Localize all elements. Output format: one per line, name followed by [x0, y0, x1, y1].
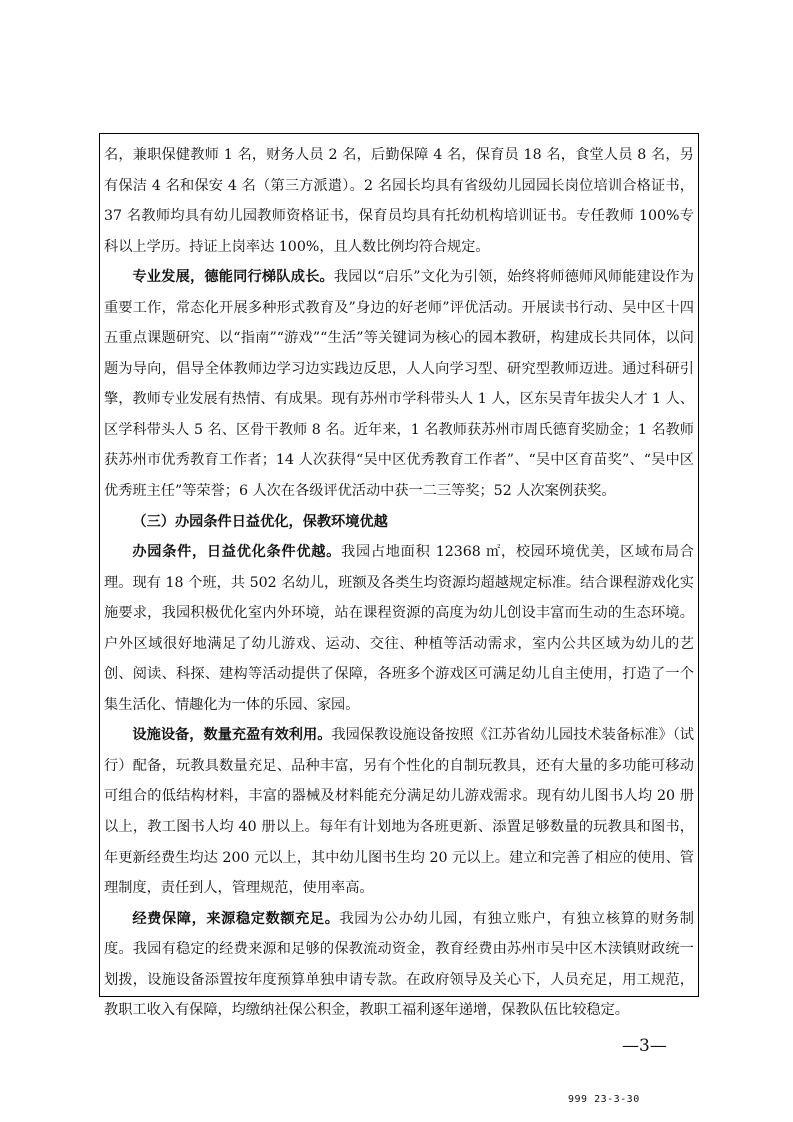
- paragraph-staffing: [104, 140, 694, 262]
- paragraph-text: 名，兼职保健教师 1 名，财务人员 2 名，后勤保障 4 名，保育员 18 名，食堂人员 8 名，另有保洁 4 名和保安 4 名（第三方派遣）。2 名园长均具有省级幼儿园园长岗位培训合格证书，37 名教师均具有幼儿园教师资格证书，保育员均具有托幼机构培训证书。专任教师 100%专科以上学历。持证上岗率达 100%，且人数比例均符合规定。: [104, 147, 694, 255]
- paragraph-equipment: [104, 720, 694, 903]
- section-heading: [104, 507, 694, 538]
- paragraph-professional-development: [104, 262, 694, 506]
- print-stamp: 999 23-3-30: [568, 1094, 640, 1105]
- paragraph-text: 我园保教设施设备按照《江苏省幼儿园技术装备标准》（试行）配备，玩教具数量充足、品种丰富，另有个性化的自制玩教具，还有大量的多功能可移动可组合的低结构材料，丰富的器械及材料能充分满足幼儿游戏需求。现有幼儿图书人均 20 册以上，教工图书人均 40 册以上。每年有计划地为各班更新、添置足够数量的玩教具和图书，年更新经费生均达 200 元以上，其中幼儿图书生均 20 元以上。建立和完善了相应的使用、管理制度，责任到人，管理规范，使用率高。: [104, 727, 694, 897]
- paragraph-text: 我园为公办幼儿园，有独立账户，有独立核算的财务制度。我园有稳定的经费来源和足够的保教流动资金，教育经费由苏州市吴中区木渎镇财政统一划拨，设施设备添置按年度预算单独申请专款。在政府领导及关心下，人员充足，用工规范，教职工收入有保障，均缴纳社保公积金，教职工福利逐年递增，保教队伍比较稳定。: [104, 910, 694, 1019]
- paragraph-text: 我园以“启乐”文化为引领，始终将师德师风师能建设作为重要工作，常态化开展多种形式教育及”身边的好老师”评优活动。开展读书行动、吴中区十四五重点课题研究、以“指南”“游戏”“生活”等关键词为核心的园本教研，构建成长共同体，以问题为导向，倡导全体教师边学习边实践边反思，人人向学习型、研究型教师迈进。通过科研引擎，教师专业发展有热情、有成果。现有苏州市学科带头人 1 人，区东吴青年拔尖人才 1 人、区学科带头人 5 名、区骨干教师 8 名。近年来，1 名教师获苏州市周氏德育奖励金；1 名教师获苏州市优秀教育工作者；14 人次获得“吴中区优秀教育工作者”、“吴中区育苗奖”、“吴中区优秀班主任”等荣誉；6 人次在各级评优活动中获一二三等奖；52 人次案例获奖。: [104, 269, 694, 500]
- paragraph-lead: 设施设备，数量充盈有效利用。: [132, 727, 332, 744]
- paragraph-funding: [104, 904, 694, 1026]
- paragraph-lead: 办园条件，日益优化条件优越。: [132, 544, 342, 561]
- document-body: [104, 140, 694, 1026]
- paragraph-text: 我园占地面积 12368 ㎡，校园环境优美，区域布局合理。现有 18 个班，共 502 名幼儿，班额及各类生均资源均超越规定标准。结合课程游戏化实施要求，我园积极优化室内外环境，站在课程资源的高度为幼儿创设丰富而生动的生态环境。户外区域很好地满足了幼儿游戏、运动、交往、种植等活动需求，室内公共区域为幼儿的艺创、阅读、科探、建构等活动提供了保障，各班多个游戏区可满足幼儿自主使用，打造了一个集生活化、情趣化为一体的乐园、家园。: [104, 544, 694, 713]
- paragraph-facilities-conditions: [104, 537, 694, 720]
- page-number: —3—: [622, 1036, 667, 1056]
- section-heading-text: （三）办园条件日益优化，保教环境优越: [132, 513, 388, 530]
- paragraph-lead: 经费保障，来源稳定数额充足。: [132, 910, 340, 927]
- paragraph-lead: 专业发展，德能同行梯队成长。: [132, 269, 334, 286]
